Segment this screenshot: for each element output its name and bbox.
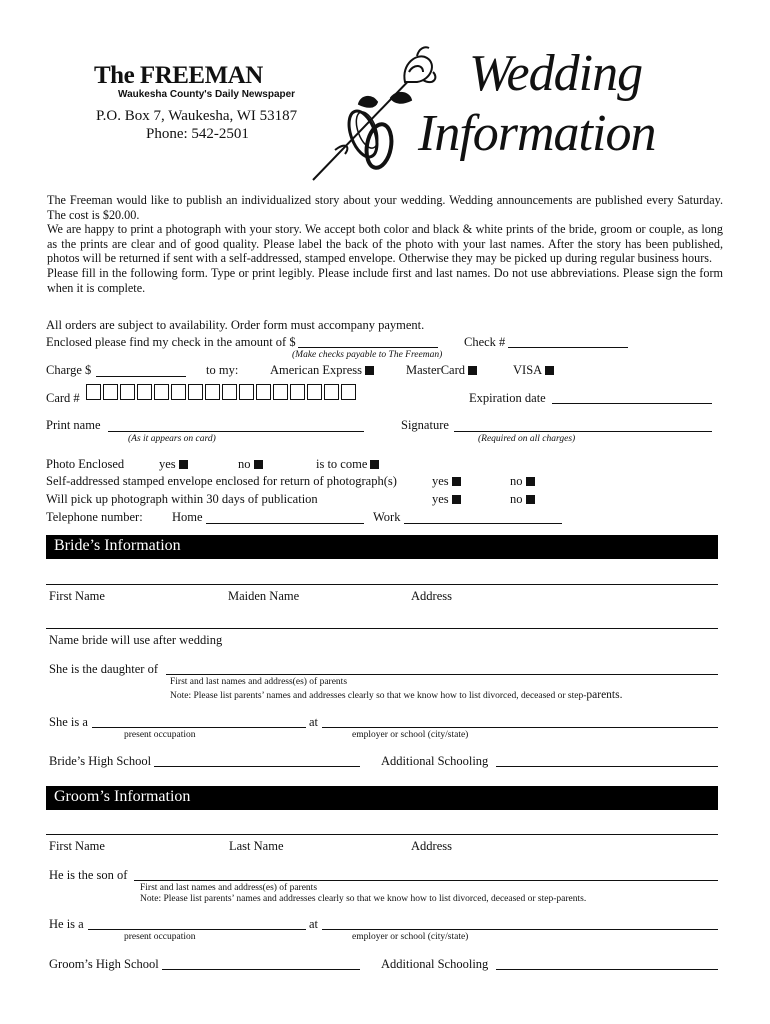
bride-occupation-label: She is a <box>49 715 88 729</box>
photo-no-option[interactable] <box>238 457 263 472</box>
visa-option[interactable] <box>513 363 554 378</box>
yes-label: yes <box>432 492 449 506</box>
sase-yes-option[interactable] <box>432 474 461 489</box>
check-amount-field[interactable] <box>298 347 438 348</box>
bride-parents-label: She is the daughter of <box>49 662 159 676</box>
availability-note: All orders are subject to availability. Order form must accompany payment. <box>46 318 425 332</box>
to-come-label: is to come <box>316 457 368 471</box>
work-phone-label: Work <box>373 510 401 524</box>
checkbox[interactable] <box>452 477 461 486</box>
groom-employer-hint: employer or school (city/state) <box>352 932 469 942</box>
bride-occupation-hint: present occupation <box>124 730 196 740</box>
bride-first-name-label: First Name <box>49 589 105 603</box>
card-digit-box[interactable] <box>256 384 271 400</box>
sase-no-option[interactable] <box>510 474 535 489</box>
groom-occupation-label: He is a <box>49 917 84 931</box>
charge-amount-field[interactable] <box>96 376 186 377</box>
print-name-label: Print name <box>46 418 101 432</box>
card-number-boxes[interactable] <box>86 384 358 405</box>
amex-checkbox[interactable] <box>365 366 374 375</box>
groom-high-school-label: Groom’s High School <box>49 957 159 971</box>
card-digit-box[interactable] <box>154 384 169 400</box>
phone-number: Phone: 542-2501 <box>146 126 249 142</box>
card-digit-box[interactable] <box>341 384 356 400</box>
photo-to-come-option[interactable] <box>316 457 379 472</box>
groom-parents-note: Note: Please list parents’ names and addresses clearly so that we know how to list divorced, deceased or step-parents. <box>140 894 587 904</box>
amex-option[interactable] <box>270 363 374 378</box>
information-title: Information <box>418 105 656 162</box>
card-digit-box[interactable] <box>222 384 237 400</box>
note-text-end: parents. <box>586 689 623 701</box>
wedding-title: Wedding <box>469 45 643 102</box>
yes-label: yes <box>159 457 176 471</box>
mastercard-option[interactable] <box>406 363 477 378</box>
groom-employer-field[interactable] <box>322 929 718 930</box>
groom-occupation-field[interactable] <box>88 929 306 930</box>
visa-checkbox[interactable] <box>545 366 554 375</box>
no-label: no <box>510 474 523 488</box>
card-digit-box[interactable] <box>86 384 101 400</box>
bride-name-after-label: Name bride will use after wedding <box>49 633 223 647</box>
card-digit-box[interactable] <box>137 384 152 400</box>
groom-additional-field[interactable] <box>496 969 718 970</box>
groom-occupation-hint: present occupation <box>124 932 196 942</box>
signature-label: Signature <box>401 418 449 432</box>
bride-parents-hint: First and last names and address(es) of parents <box>170 677 348 687</box>
expiration-field[interactable] <box>552 403 712 404</box>
work-phone-field[interactable] <box>404 523 562 524</box>
card-digit-box[interactable] <box>273 384 288 400</box>
mailing-address: P.O. Box 7, Waukesha, WI 53187 <box>96 108 298 124</box>
intro-paragraph: Please fill in the following form. Type or print legibly. Please include first and last names. Do not use abbreviations. Please sign the form when it is complete. <box>47 265 723 295</box>
groom-at-label: at <box>309 917 319 931</box>
sase-label: Self-addressed stamped envelope enclosed for return of photograph(s) <box>46 474 397 488</box>
pickup-no-option[interactable] <box>510 492 535 507</box>
card-digit-box[interactable] <box>120 384 135 400</box>
home-phone-field[interactable] <box>206 523 364 524</box>
checkbox[interactable] <box>370 460 379 469</box>
groom-additional-label: Additional Schooling <box>381 957 489 971</box>
bride-employer-hint: employer or school (city/state) <box>352 730 469 740</box>
checkbox[interactable] <box>526 477 535 486</box>
groom-first-name-label: First Name <box>49 839 105 853</box>
visa-label: VISA <box>513 363 543 377</box>
card-number-label: Card # <box>46 391 80 405</box>
groom-parents-label: He is the son of <box>49 868 128 882</box>
signature-note: (Required on all charges) <box>478 434 576 444</box>
card-digit-box[interactable] <box>171 384 186 400</box>
bride-at-label: at <box>309 715 319 729</box>
charge-amount-label: Charge $ <box>46 363 92 377</box>
no-label: no <box>510 492 523 506</box>
bride-section-header <box>46 535 718 559</box>
intro-paragraph: We are happy to print a photograph with your story. We accept both color and black & white prints of the bride, groom or couple, as long as the prints are clear and of good quality. Please label the back of the photo with your last names. After the story has been published, photos will be returned if sent with a self-addressed, stamped envelope. Otherwise they may be picked up during regular business hours. <box>47 222 723 266</box>
to-my-label: to my: <box>206 363 239 377</box>
bride-name-address-field[interactable] <box>46 584 718 585</box>
check-number-label: Check # <box>464 335 506 349</box>
card-digit-box[interactable] <box>290 384 305 400</box>
intro-text <box>47 193 723 295</box>
groom-high-school-field[interactable] <box>162 969 360 970</box>
bride-address-label: Address <box>411 589 452 603</box>
card-digit-box[interactable] <box>324 384 339 400</box>
print-name-note: (As it appears on card) <box>128 434 216 444</box>
bride-name-after-field[interactable] <box>46 628 718 629</box>
checkbox[interactable] <box>526 495 535 504</box>
freeman-tagline: Waukesha County's Daily Newspaper <box>118 89 296 100</box>
photo-yes-option[interactable] <box>159 457 188 472</box>
mastercard-checkbox[interactable] <box>468 366 477 375</box>
photo-enclosed-label: Photo Enclosed <box>46 457 125 471</box>
card-digit-box[interactable] <box>188 384 203 400</box>
freeman-logo: The FREEMAN <box>94 62 263 89</box>
intro-paragraph: The Freeman would like to publish an individualized story about your wedding. Wedding announcements are published every Saturday. The cost is $20.00. <box>47 193 723 222</box>
payable-note: (Make checks payable to The Freeman) <box>292 350 443 360</box>
card-digit-box[interactable] <box>307 384 322 400</box>
bride-maiden-name-label: Maiden Name <box>228 589 300 603</box>
bride-section-title: Bride’s Information <box>54 537 181 554</box>
bride-parents-note <box>170 689 622 701</box>
bride-high-school-label: Bride’s High School <box>49 754 152 768</box>
print-name-field[interactable] <box>108 431 364 432</box>
pickup-yes-option[interactable] <box>432 492 461 507</box>
groom-address-label: Address <box>411 839 452 853</box>
no-label: no <box>238 457 251 471</box>
bride-parents-field[interactable] <box>166 674 718 675</box>
note-text: Note: Please list parents’ names and addresses clearly so that we know how to list divorced, deceased or step- <box>170 691 587 701</box>
check-amount-label: Enclosed please find my check in the amount of $ <box>46 335 296 349</box>
groom-parents-field[interactable] <box>134 880 718 881</box>
card-digit-box[interactable] <box>239 384 254 400</box>
bride-occupation-field[interactable] <box>92 727 306 728</box>
groom-name-address-field[interactable] <box>46 834 718 835</box>
telephone-label: Telephone number: <box>46 510 143 524</box>
pickup-label: Will pick up photograph within 30 days of publication <box>46 492 318 506</box>
mastercard-label: MasterCard <box>406 363 466 377</box>
card-digit-box[interactable] <box>205 384 220 400</box>
signature-field[interactable] <box>454 431 712 432</box>
bride-additional-label: Additional Schooling <box>381 754 489 768</box>
checkbox[interactable] <box>452 495 461 504</box>
expiration-label: Expiration date <box>469 391 546 405</box>
groom-parents-hint: First and last names and address(es) of parents <box>140 883 318 893</box>
groom-section-header <box>46 786 718 810</box>
groom-section-title: Groom’s Information <box>54 788 191 805</box>
groom-last-name-label: Last Name <box>229 839 284 853</box>
home-phone-label: Home <box>172 510 203 524</box>
checkbox[interactable] <box>254 460 263 469</box>
checkbox[interactable] <box>179 460 188 469</box>
yes-label: yes <box>432 474 449 488</box>
bride-high-school-field[interactable] <box>154 766 360 767</box>
card-digit-box[interactable] <box>103 384 118 400</box>
bride-employer-field[interactable] <box>322 727 718 728</box>
bride-additional-field[interactable] <box>496 766 718 767</box>
check-number-field[interactable] <box>508 347 628 348</box>
amex-label: American Express <box>270 363 362 377</box>
